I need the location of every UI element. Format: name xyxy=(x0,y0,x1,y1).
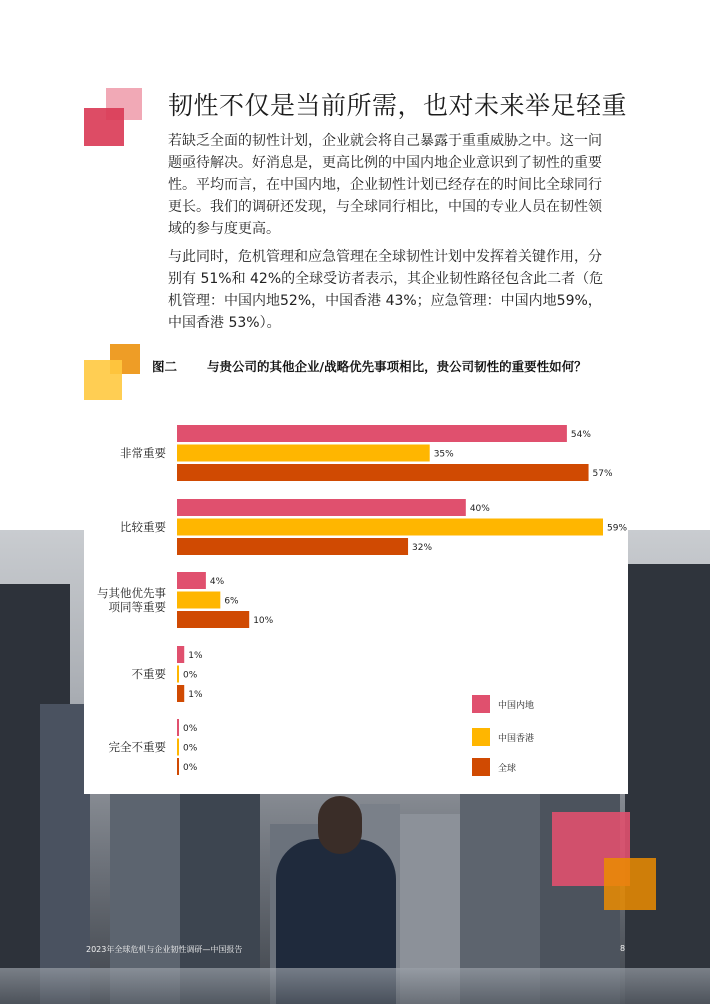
legend-swatch xyxy=(472,695,490,713)
page-number: 8 xyxy=(620,944,626,953)
data-label: 57% xyxy=(592,469,613,479)
deco-square-yellow xyxy=(84,360,122,400)
data-label: 4% xyxy=(209,577,225,587)
chart-card xyxy=(84,410,628,794)
legend-swatch xyxy=(472,728,490,746)
deco-square-red xyxy=(84,108,124,146)
bar xyxy=(177,685,184,702)
legend-label: 全球 xyxy=(498,764,517,774)
figure-title: 与贵公司的其他企业/战略优先事项相比，贵公司韧性的重要性如何？ xyxy=(207,359,587,374)
data-label: 32% xyxy=(412,543,433,553)
legend-swatch xyxy=(472,758,490,776)
bar xyxy=(177,592,220,609)
bar xyxy=(177,445,430,462)
bar xyxy=(177,572,206,589)
deco-square-orange-small xyxy=(604,858,656,910)
category-label: 与其他优先事 xyxy=(97,586,166,600)
page-title: 韧性不仅是当前所需，也对未来举足轻重 xyxy=(168,91,628,120)
category-label: 比较重要 xyxy=(120,520,166,534)
bar xyxy=(177,425,567,442)
data-label: 6% xyxy=(224,596,239,607)
person-head xyxy=(318,796,362,854)
bar xyxy=(177,538,408,555)
bar xyxy=(177,666,179,683)
building xyxy=(625,564,710,1004)
data-label: 0% xyxy=(183,763,198,773)
data-label: 0% xyxy=(183,724,198,734)
body-paragraph-1: 若缺乏全面的韧性计划，企业就会将自己暴露于重重威胁之中。这一问题亟待解决。好消息是，更高比例的中国内地企业意识到了韧性的重要性。平均而言，在中国内地，企业韧性计划已经存在的时间比全球同行更长。我们的调研还发现，与全球同行相比，中国的专业人员在韧性领域的参与度更高。 xyxy=(168,133,602,237)
data-label: 10% xyxy=(253,616,274,626)
bar xyxy=(177,611,249,628)
data-label: 35% xyxy=(433,449,454,460)
data-label: 0% xyxy=(183,743,198,754)
figure-label: 图二 xyxy=(152,359,178,374)
bar xyxy=(177,464,589,481)
legend-label: 中国香港 xyxy=(498,734,535,744)
building xyxy=(40,704,90,1004)
footer-text: 2023年全球危机与企业韧性调研—中国报告 xyxy=(86,945,243,954)
legend-label: 中国内地 xyxy=(498,701,535,711)
category-label: 不重要 xyxy=(131,667,166,681)
bar xyxy=(177,499,466,516)
category-label: 非常重要 xyxy=(120,446,166,460)
data-label: 0% xyxy=(183,670,198,681)
data-label: 54% xyxy=(570,430,591,440)
bar xyxy=(177,739,179,756)
data-label: 1% xyxy=(188,690,203,700)
category-label: 完全不重要 xyxy=(108,740,166,754)
data-label: 1% xyxy=(188,651,203,661)
bar xyxy=(177,758,179,775)
railing xyxy=(0,968,710,1004)
bar xyxy=(177,519,603,536)
body-paragraph-2: 与此同时，危机管理和应急管理在全球韧性计划中发挥着关键作用，分别有 51%和 42%的全球受访者表示，其企业韧性路径包含此二者（危机管理：中国内地52%，中国香港 43%；应急管理：中国内地59%，中国香港 53%）。 xyxy=(168,249,604,331)
data-label: 40% xyxy=(469,504,490,514)
bar xyxy=(177,719,179,736)
bar-chart xyxy=(84,410,628,794)
data-label: 59% xyxy=(607,523,628,534)
category-label: 项同等重要 xyxy=(108,600,166,614)
bar xyxy=(177,646,184,663)
